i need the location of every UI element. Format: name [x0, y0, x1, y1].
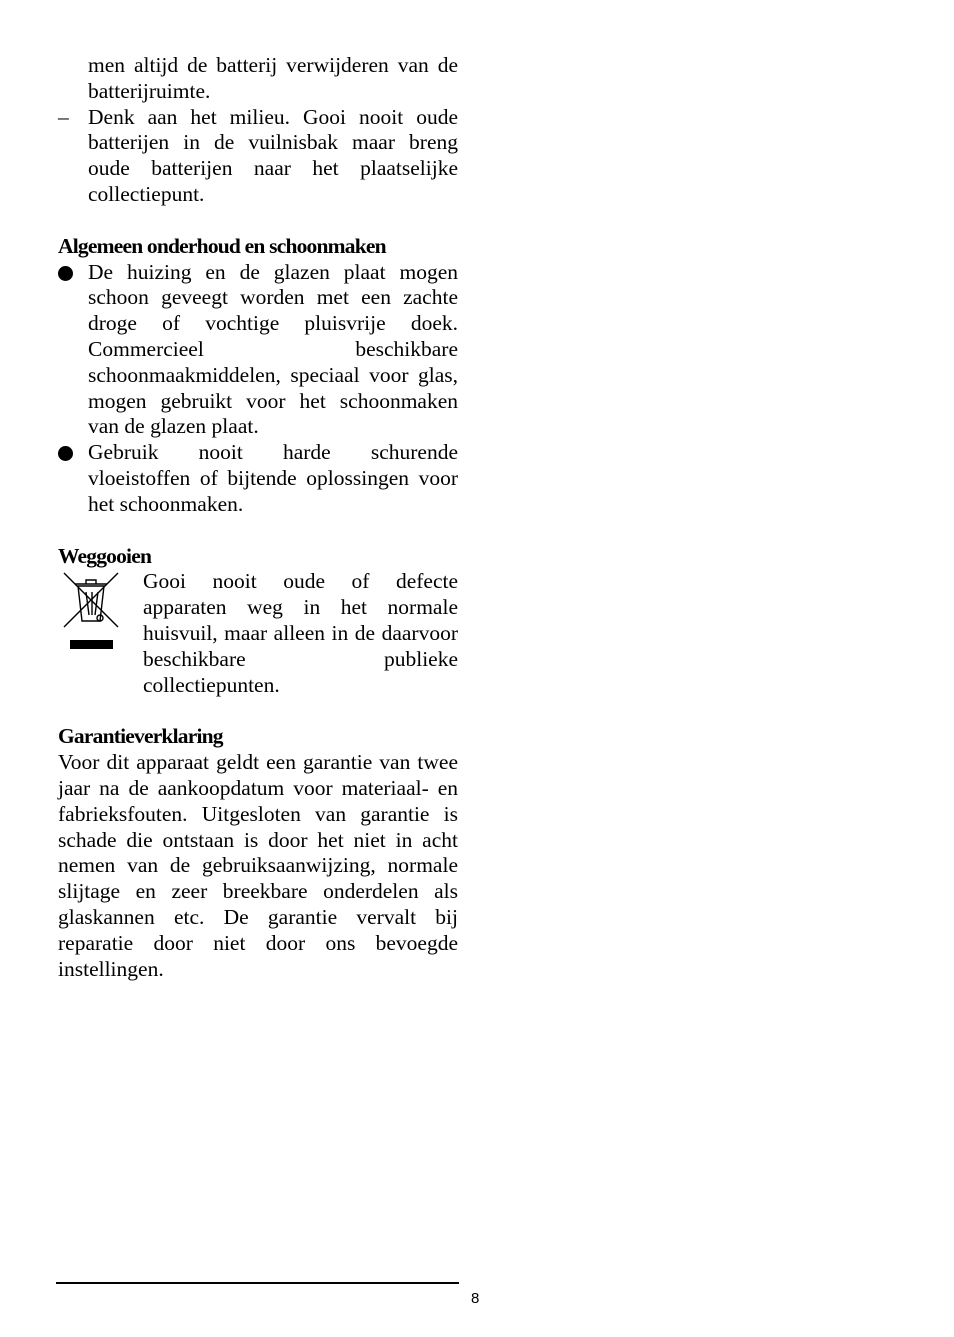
page-number: 8: [471, 1290, 480, 1307]
bullet-icon: [58, 440, 84, 468]
disposal-text: Gooi nooit oude of defecte apparaten weg in het normale huisvuil, maar alleen in de daarvoor beschikbare publieke collectiepunten.: [143, 569, 458, 697]
environment-note-text: Denk aan het milieu. Gooi nooit oude batterijen in de vuilnisbak maar breng oude batterijen naar het plaatselijke collectiepunt.: [88, 104, 458, 206]
crossed-out-wheelie-bin-icon: [58, 569, 143, 677]
disposal-section: [58, 569, 458, 698]
disposal-heading: Weggooien: [58, 543, 152, 568]
environment-note: [58, 105, 458, 208]
maintenance-heading: Algemeen onderhoud en schoonmaken: [58, 233, 386, 258]
dash-marker: –: [58, 104, 69, 129]
bullet-icon: [58, 260, 84, 288]
maintenance-item-text: Gebruik nooit harde schurende vloeistoffen of bijtende oplossingen voor het schoonmaken.: [88, 440, 458, 516]
warranty-heading: Garantieverklaring: [58, 724, 223, 749]
warranty-text: Voor dit apparaat geldt een garantie van twee jaar na de aankoopdatum voor materiaal- en fabrieksfouten. Uitgesloten van garantie is schade die ontstaan is door het niet in acht nemen van de gebruiksaanwijzing, normale slijtage en zeer breekbare onderdelen als glaskannen etc. De garantie vervalt bij reparatie door niet door ons bevoegde instellingen.: [58, 750, 458, 981]
continuation-text: men altijd de batterij verwijderen van de batterijruimte.: [88, 53, 458, 103]
maintenance-item: [58, 260, 458, 441]
maintenance-item-text: De huizing en de glazen plaat mogen schoon geveegt worden met een zachte droge of vochtige pluisvrije doek. Commercieel beschikbare schoonmaakmiddelen, speciaal voor glas, mogen gebruikt voor het schoonmaken van de glazen plaat.: [88, 259, 458, 439]
page-content: [58, 53, 458, 982]
footer-divider: [56, 1282, 459, 1284]
maintenance-item: [58, 440, 458, 517]
battery-instruction-continuation: [58, 53, 458, 105]
